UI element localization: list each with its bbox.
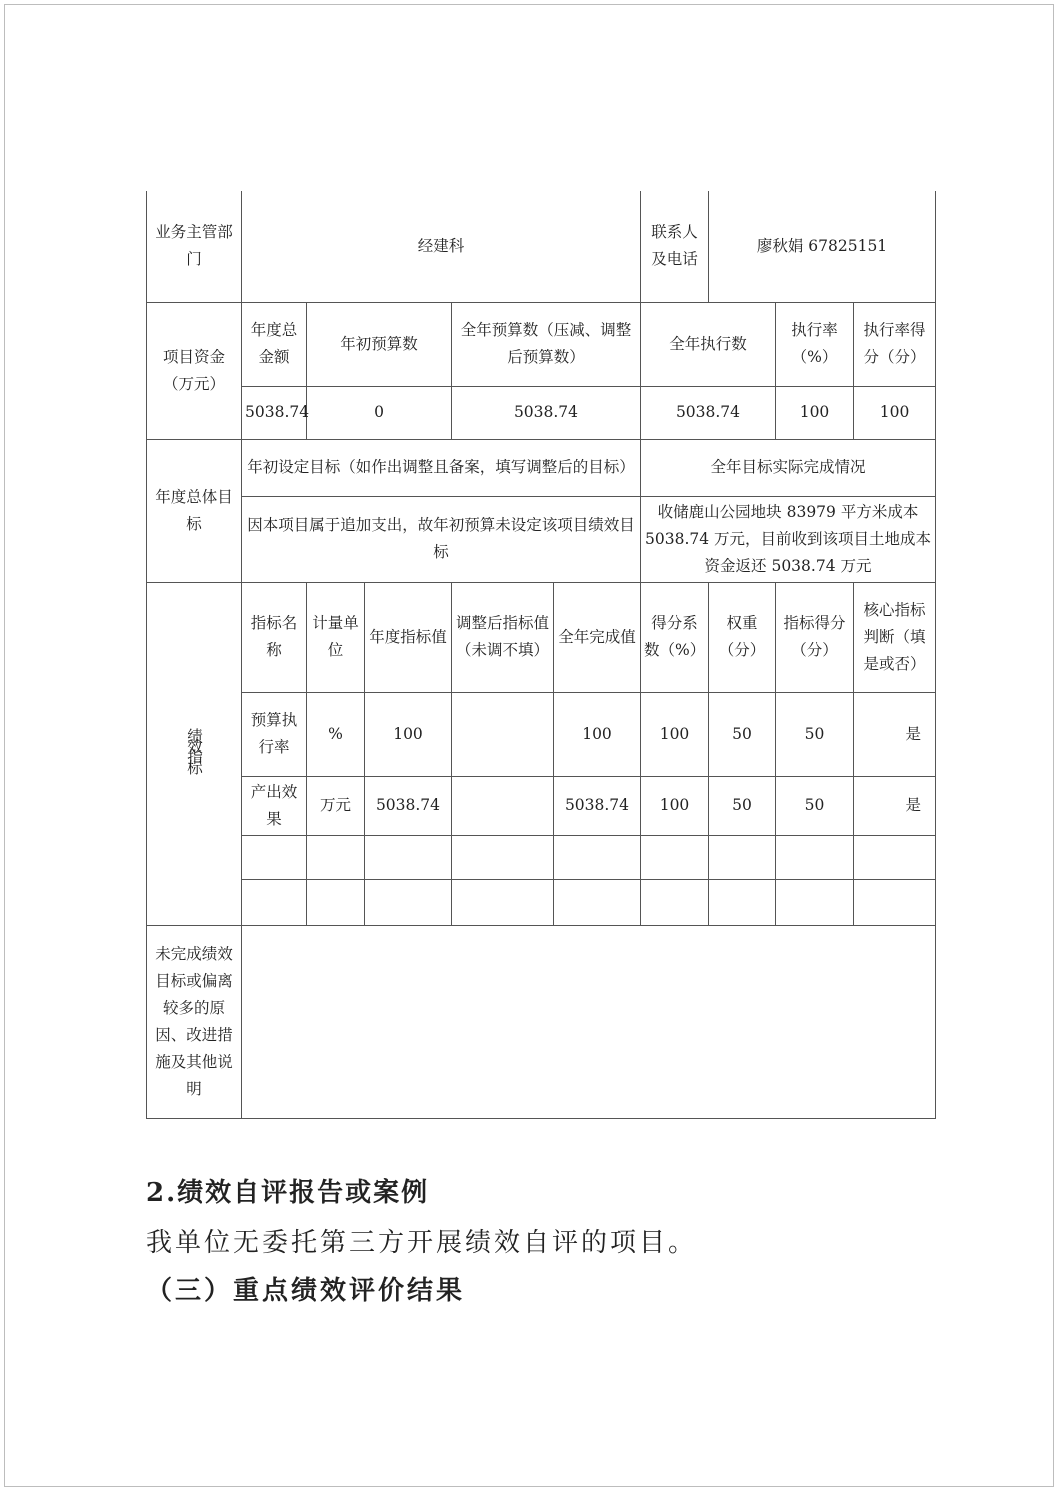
funds-col-executed: 全年执行数 <box>641 302 776 386</box>
funds-col-total: 年度总金额 <box>242 302 307 386</box>
table-row <box>147 879 936 925</box>
remarks-label: 未完成绩效目标或偏离较多的原因、改进措施及其他说明 <box>147 925 242 1118</box>
ind-cell <box>452 776 554 835</box>
funds-label: 项目资金（万元） <box>147 302 242 439</box>
ind-col-completed: 全年完成值 <box>554 582 641 692</box>
ind-cell <box>554 879 641 925</box>
funds-executed: 5038.74 <box>641 386 776 439</box>
ind-cell: 100 <box>365 692 452 776</box>
goals-actual-text: 收储鹿山公园地块 83979 平方米成本 5038.74 万元，目前收到该项目土地成本资金返还 5038.74 万元 <box>641 496 936 582</box>
table-row <box>147 776 936 835</box>
ind-cell: 100 <box>554 692 641 776</box>
funds-full-year: 5038.74 <box>452 386 641 439</box>
indicators-label <box>147 582 242 925</box>
ind-cell: 5038.74 <box>365 776 452 835</box>
ind-cell: 5038.74 <box>554 776 641 835</box>
section2-heading: 2.绩效自评报告或案例 <box>146 1178 430 1208</box>
funds-col-rate-score: 执行率得分（分） <box>854 302 936 386</box>
goals-actual-header: 全年目标实际完成情况 <box>641 439 936 496</box>
goals-label: 年度总体目标 <box>147 439 242 582</box>
ind-col-annual: 年度指标值 <box>365 582 452 692</box>
contact-value: 廖秋娟 67825151 <box>709 191 936 302</box>
ind-cell <box>776 835 854 879</box>
ind-cell: 100 <box>641 776 709 835</box>
ind-cell <box>307 835 365 879</box>
ind-cell <box>452 692 554 776</box>
funds-col-rate: 执行率（%） <box>776 302 854 386</box>
ind-cell <box>709 879 776 925</box>
funds-total: 5038.74 <box>242 386 307 439</box>
goals-initial-text: 因本项目属于追加支出，故年初预算未设定该项目绩效目标 <box>242 496 641 582</box>
dept-value: 经建科 <box>242 191 641 302</box>
ind-cell: 是 <box>854 692 936 776</box>
ind-cell: 预算执行率 <box>242 692 307 776</box>
section3-heading: （三）重点绩效评价结果 <box>146 1276 466 1306</box>
indicators-label-text: 绩效指标 <box>185 728 203 770</box>
ind-col-adjusted: 调整后指标值（未调不填） <box>452 582 554 692</box>
funds-col-initial: 年初预算数 <box>307 302 452 386</box>
funds-col-full-year: 全年预算数（压减、调整后预算数） <box>452 302 641 386</box>
table-row <box>147 692 936 776</box>
ind-col-coefficient: 得分系数（%） <box>641 582 709 692</box>
ind-cell: 50 <box>709 776 776 835</box>
ind-cell <box>365 835 452 879</box>
ind-cell <box>242 879 307 925</box>
contact-label: 联系人及电话 <box>641 191 709 302</box>
ind-cell: 50 <box>776 776 854 835</box>
dept-label: 业务主管部门 <box>147 191 242 302</box>
table-row <box>147 835 936 879</box>
funds-rate-score: 100 <box>854 386 936 439</box>
funds-rate: 100 <box>776 386 854 439</box>
ind-cell <box>854 879 936 925</box>
goals-initial-header: 年初设定目标（如作出调整且备案，填写调整后的目标） <box>242 439 641 496</box>
ind-cell <box>854 835 936 879</box>
ind-col-weight: 权重（分） <box>709 582 776 692</box>
ind-cell <box>242 835 307 879</box>
ind-col-score: 指标得分（分） <box>776 582 854 692</box>
section2-text: 我单位无委托第三方开展绩效自评的项目。 <box>146 1228 698 1258</box>
ind-cell <box>641 879 709 925</box>
ind-cell <box>776 879 854 925</box>
performance-table <box>146 191 936 1119</box>
remarks-value <box>242 925 936 1118</box>
ind-cell: 100 <box>641 692 709 776</box>
ind-col-core: 核心指标判断（填是或否） <box>854 582 936 692</box>
ind-cell <box>554 835 641 879</box>
ind-cell: 50 <box>709 692 776 776</box>
ind-cell <box>709 835 776 879</box>
ind-cell: 是 <box>854 776 936 835</box>
ind-cell <box>641 835 709 879</box>
ind-cell <box>365 879 452 925</box>
ind-cell <box>307 879 365 925</box>
ind-cell: 产出效果 <box>242 776 307 835</box>
ind-cell: 50 <box>776 692 854 776</box>
ind-cell <box>452 835 554 879</box>
ind-cell <box>452 879 554 925</box>
ind-col-unit: 计量单位 <box>307 582 365 692</box>
ind-cell: % <box>307 692 365 776</box>
ind-cell: 万元 <box>307 776 365 835</box>
funds-initial: 0 <box>307 386 452 439</box>
ind-col-name: 指标名称 <box>242 582 307 692</box>
